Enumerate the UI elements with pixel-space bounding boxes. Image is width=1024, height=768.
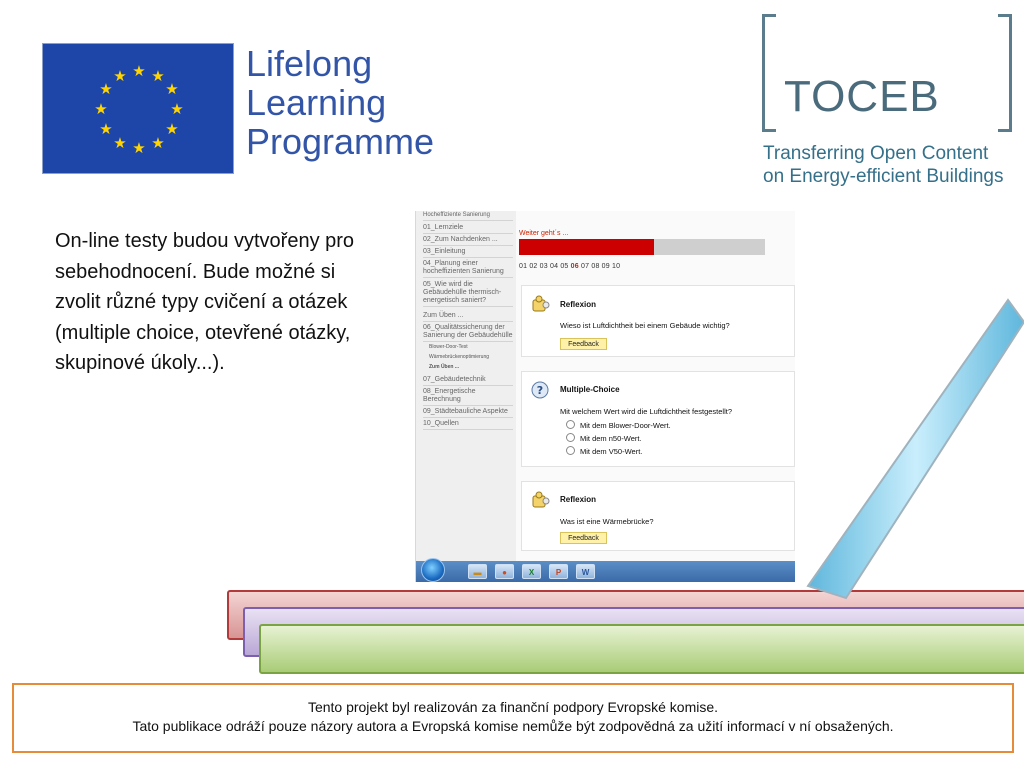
star-icon: ★ [99, 80, 113, 98]
nav-item[interactable]: 02_Zum Nachdenken ... [423, 236, 513, 246]
course-content [516, 211, 795, 561]
eu-flag-logo [42, 43, 234, 174]
panel-question: Wieso ist Luftdichtheit bei einem Gebäude wichtig? [560, 321, 730, 330]
reflexion-panel [521, 285, 795, 357]
explorer-icon[interactable]: ▬ [468, 564, 487, 579]
radio-button[interactable] [566, 420, 575, 429]
progress-fill [519, 239, 654, 255]
panel-title: Multiple-Choice [560, 385, 620, 394]
puzzle-icon [530, 294, 550, 314]
puzzle-icon [530, 490, 550, 510]
star-icon: ★ [132, 62, 146, 80]
panel-question: Mit welchem Wert wird die Luftdichtheit festgestellt? [560, 407, 733, 416]
radio-option-label: Mit dem V50-Wert. [580, 447, 643, 456]
nav-item[interactable]: Zum Üben ... [423, 312, 513, 322]
star-icon: ★ [113, 67, 127, 85]
feedback-button[interactable]: Feedback [560, 532, 607, 544]
nav-subitem[interactable]: Wärmebrückenoptimierung [429, 354, 490, 360]
star-icon: ★ [165, 80, 179, 98]
panel-title: Reflexion [560, 495, 597, 504]
toceb-bracket-right [998, 14, 1012, 132]
nav-item[interactable]: 09_Städtebauliche Aspekte [423, 408, 513, 418]
progress-bar [519, 239, 765, 255]
nav-item[interactable]: 05_Wie wird die Gebäudehülle thermisch-energetisch saniert? [423, 281, 513, 307]
nav-item[interactable]: Hocheffiziente Sanierung [423, 211, 513, 221]
programme-title [246, 44, 434, 161]
star-icon: ★ [94, 100, 108, 118]
radio-button[interactable] [566, 433, 575, 442]
toceb-logo-subtitle [763, 142, 1003, 188]
radio-option[interactable] [566, 433, 642, 443]
star-icon: ★ [113, 134, 127, 152]
radio-option[interactable] [566, 420, 671, 430]
radio-button[interactable] [566, 446, 575, 455]
powerpoint-icon[interactable]: P [549, 564, 568, 579]
feedback-button[interactable]: Feedback [560, 338, 607, 350]
toceb-subtitle-line: Transferring Open Content [763, 143, 989, 164]
radio-option[interactable] [566, 446, 642, 456]
nav-item[interactable]: 03_Einleitung [423, 248, 513, 258]
nav-item[interactable]: 10_Quellen [423, 420, 513, 430]
question-icon [530, 380, 550, 400]
firefox-icon[interactable]: ● [495, 564, 514, 579]
course-screenshot [415, 211, 795, 582]
programme-title-line: Programme [246, 121, 435, 162]
star-icon: ★ [151, 134, 165, 152]
nav-item[interactable]: 06_Qualitätssicherung der Sanierung der Gebäudehülle [423, 324, 513, 342]
radio-option-label: Mit dem Blower-Door-Wert. [580, 421, 671, 430]
start-orb-icon[interactable] [421, 558, 445, 582]
decorative-bar-green [259, 624, 1024, 674]
nav-item[interactable]: 07_Gebäudetechnik [423, 376, 513, 386]
star-icon: ★ [170, 100, 184, 118]
programme-title-line: Lifelong [246, 43, 373, 84]
panel-question: Was ist eine Wärmebrücke? [560, 517, 654, 526]
slide-body-text: On-line testy budou vytvořeny pro sebehodnocení. Bude možné si zvolit různé typy cvičení a otázek (multiple choice, otevřené otázky, skupinové úkoly...). [55, 230, 355, 374]
funding-disclaimer [12, 683, 1014, 753]
page-links[interactable]: 07 08 09 10 [581, 263, 621, 270]
excel-icon[interactable]: X [522, 564, 541, 579]
page-navigation[interactable] [519, 263, 620, 270]
radio-option-label: Mit dem n50-Wert. [580, 434, 642, 443]
star-icon: ★ [99, 120, 113, 138]
multiple-choice-panel [521, 371, 795, 467]
toceb-subtitle-line: on Energy-efficient Buildings [763, 166, 1004, 187]
weiter-link[interactable]: Weiter geht´s ... [519, 230, 569, 237]
nav-item[interactable]: 04_Planung einer hocheffizienten Sanierung [423, 260, 513, 278]
course-nav-sidebar [416, 211, 522, 561]
nav-subitem[interactable]: Blower-Door-Test [429, 344, 468, 350]
star-icon: ★ [165, 120, 179, 138]
star-icon: ★ [132, 139, 146, 157]
toceb-logo-title: TOCEB [784, 72, 940, 121]
programme-title-line: Learning [246, 82, 387, 123]
nav-subitem[interactable]: Zum Üben ... [429, 364, 459, 370]
svg-text:?: ? [536, 384, 544, 397]
nav-item[interactable]: 01_Lernziele [423, 224, 513, 234]
word-icon[interactable]: W [576, 564, 595, 579]
page-links[interactable]: 01 02 03 04 05 [519, 263, 569, 270]
current-page: 06 [570, 263, 579, 270]
disclaimer-line: Tento projekt byl realizován za finanční podpory Evropské komise. [307, 699, 719, 715]
star-icon: ★ [151, 67, 165, 85]
disclaimer-line: Tato publikace odráží pouze názory autora a Evropská komise nemůže být zodpovědná za užití informací v ní obsažených. [132, 718, 894, 734]
reflexion-panel [521, 481, 795, 551]
panel-title: Reflexion [560, 300, 597, 309]
nav-item[interactable]: 08_Energetische Berechnung [423, 388, 513, 406]
toceb-bracket-left [762, 14, 776, 132]
windows-taskbar [416, 561, 795, 582]
